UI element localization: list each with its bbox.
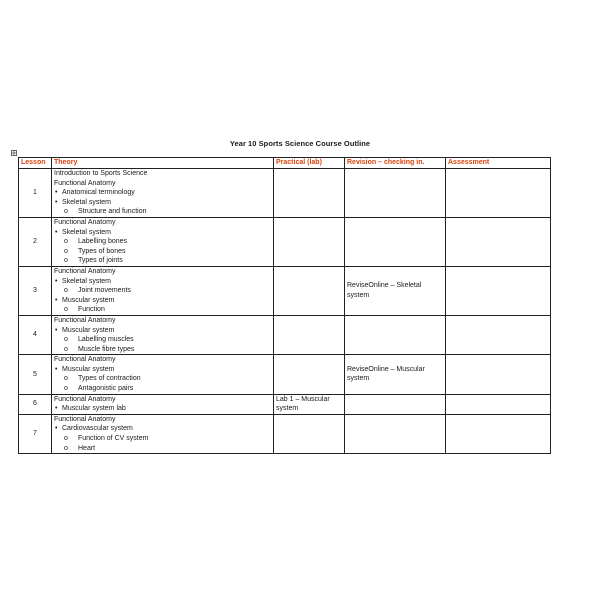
revision-cell[interactable]: [345, 414, 446, 453]
lesson-number-cell[interactable]: 2: [19, 217, 52, 266]
table-row: [19, 315, 551, 354]
theory-cell[interactable]: [52, 169, 274, 218]
lesson-number-cell[interactable]: 6: [19, 394, 52, 414]
theory-line: [54, 345, 271, 355]
theory-line: [54, 296, 271, 306]
assessment-cell[interactable]: [446, 315, 551, 354]
theory-text: Function: [78, 306, 105, 314]
table-row: [19, 169, 551, 218]
lesson-number-cell[interactable]: 5: [19, 355, 52, 394]
theory-line: [54, 434, 271, 444]
theory-line: [54, 365, 271, 375]
theory-line: [54, 207, 271, 217]
sub-bullet-icon: o: [64, 287, 68, 295]
theory-line: [54, 179, 271, 189]
bullet-icon: •: [55, 365, 58, 373]
theory-text: Antagonistic pairs: [78, 385, 134, 393]
bullet-icon: •: [55, 296, 58, 304]
theory-text: Functional Anatomy: [54, 218, 116, 226]
theory-text: Function of CV system: [78, 435, 149, 443]
theory-text: Muscular system: [62, 296, 115, 304]
theory-text: Functional Anatomy: [54, 316, 116, 324]
sub-bullet-icon: o: [64, 336, 68, 344]
practical-cell[interactable]: [274, 414, 345, 453]
theory-text: Types of joints: [78, 257, 123, 265]
assessment-cell[interactable]: [446, 355, 551, 394]
theory-cell[interactable]: [52, 414, 274, 453]
theory-line: [54, 247, 271, 257]
revision-cell[interactable]: [345, 315, 446, 354]
theory-line: [54, 169, 271, 179]
table-row: [19, 217, 551, 266]
document-title: Year 10 Sports Science Course Outline: [229, 139, 371, 148]
header-theory: Theory: [52, 158, 274, 169]
bullet-icon: •: [55, 228, 58, 236]
table-body: [19, 169, 551, 454]
theory-line: [54, 384, 271, 394]
theory-line: [54, 237, 271, 247]
lesson-number-cell[interactable]: 4: [19, 315, 52, 354]
sub-bullet-icon: o: [64, 306, 68, 314]
theory-text: Anatomical terminology: [62, 189, 135, 197]
sub-bullet-icon: o: [64, 345, 68, 353]
practical-cell[interactable]: [274, 169, 345, 218]
lesson-number-cell[interactable]: 1: [19, 169, 52, 218]
header-lesson: Lesson: [19, 158, 52, 169]
sub-bullet-icon: o: [64, 238, 68, 246]
theory-text: Muscular system: [62, 326, 115, 334]
theory-text: Joint movements: [78, 287, 131, 295]
theory-line: [54, 326, 271, 336]
theory-text: Cardiovascular system: [62, 425, 133, 433]
theory-text: Functional Anatomy: [54, 356, 116, 364]
theory-cell[interactable]: [52, 315, 274, 354]
table-row: [19, 355, 551, 394]
bullet-icon: •: [55, 277, 58, 285]
theory-line: [54, 415, 271, 425]
theory-text: Introduction to Sports Science: [54, 170, 148, 177]
header-assessment: Assessment: [446, 158, 551, 169]
table-row: [19, 394, 551, 414]
sub-bullet-icon: o: [64, 375, 68, 383]
theory-line: [54, 424, 271, 434]
theory-cell[interactable]: [52, 217, 274, 266]
table-move-handle-icon[interactable]: [11, 150, 17, 156]
theory-line: [54, 404, 271, 414]
theory-line: [54, 277, 271, 287]
sub-bullet-icon: o: [64, 385, 68, 393]
header-row: [19, 158, 551, 169]
course-outline-table: [18, 157, 551, 454]
theory-line: [54, 395, 271, 405]
theory-cell[interactable]: [52, 394, 274, 414]
theory-text: Skeletal system: [62, 198, 112, 206]
theory-text: Muscle fibre types: [78, 345, 135, 353]
practical-cell[interactable]: [274, 266, 345, 315]
sub-bullet-icon: o: [64, 208, 68, 216]
theory-text: Functional Anatomy: [54, 415, 116, 423]
revision-cell[interactable]: [345, 217, 446, 266]
theory-line: [54, 335, 271, 345]
theory-text: Skeletal system: [62, 277, 112, 285]
sub-bullet-icon: o: [64, 257, 68, 265]
table-row: [19, 266, 551, 315]
theory-line: [54, 267, 271, 277]
practical-cell[interactable]: [274, 315, 345, 354]
theory-line: [54, 305, 271, 315]
theory-text: Functional Anatomy: [54, 267, 116, 275]
theory-line: [54, 316, 271, 326]
theory-text: Functional Anatomy: [54, 395, 116, 403]
theory-line: [54, 228, 271, 238]
theory-text: Functional Anatomy: [54, 179, 116, 187]
lesson-number-cell[interactable]: 3: [19, 266, 52, 315]
theory-line: [54, 374, 271, 384]
revision-cell[interactable]: [345, 169, 446, 218]
sub-bullet-icon: o: [64, 444, 68, 452]
theory-text: Types of contraction: [78, 375, 141, 383]
header-revision: Revision – checking in.: [345, 158, 446, 169]
bullet-icon: •: [55, 198, 58, 206]
theory-text: Types of bones: [78, 247, 126, 255]
revision-cell[interactable]: [345, 394, 446, 414]
theory-text: Structure and function: [78, 208, 147, 216]
assessment-cell[interactable]: [446, 266, 551, 315]
theory-text: Labelling muscles: [78, 336, 134, 344]
sub-bullet-icon: o: [64, 247, 68, 255]
table-row: [19, 414, 551, 453]
theory-text: Muscular system lab: [62, 405, 126, 413]
theory-cell[interactable]: [52, 266, 274, 315]
sub-bullet-icon: o: [64, 435, 68, 443]
theory-line: [54, 444, 271, 454]
lesson-number-cell[interactable]: 7: [19, 414, 52, 453]
practical-cell[interactable]: Lab 1 – Muscular system: [274, 394, 345, 414]
practical-cell[interactable]: [274, 217, 345, 266]
bullet-icon: •: [55, 326, 58, 334]
theory-line: [54, 256, 271, 266]
theory-text: Skeletal system: [62, 228, 112, 236]
theory-line: [54, 188, 271, 198]
practical-cell[interactable]: [274, 355, 345, 394]
theory-line: [54, 218, 271, 228]
theory-line: [54, 198, 271, 208]
theory-line: [54, 355, 271, 365]
bullet-icon: •: [55, 189, 58, 197]
assessment-cell[interactable]: [446, 169, 551, 218]
revision-cell[interactable]: ReviseOnline – Skeletal system: [345, 266, 446, 315]
revision-cell[interactable]: ReviseOnline – Muscular system: [345, 355, 446, 394]
theory-line: [54, 286, 271, 296]
theory-text: Heart: [78, 444, 96, 452]
assessment-cell[interactable]: [446, 217, 551, 266]
header-practical: Practical (lab): [274, 158, 345, 169]
theory-text: Muscular system: [62, 365, 115, 373]
assessment-cell[interactable]: [446, 414, 551, 453]
theory-cell[interactable]: [52, 355, 274, 394]
bullet-icon: •: [55, 425, 58, 433]
bullet-icon: •: [55, 405, 58, 413]
theory-text: Labelling bones: [78, 238, 128, 246]
assessment-cell[interactable]: [446, 394, 551, 414]
